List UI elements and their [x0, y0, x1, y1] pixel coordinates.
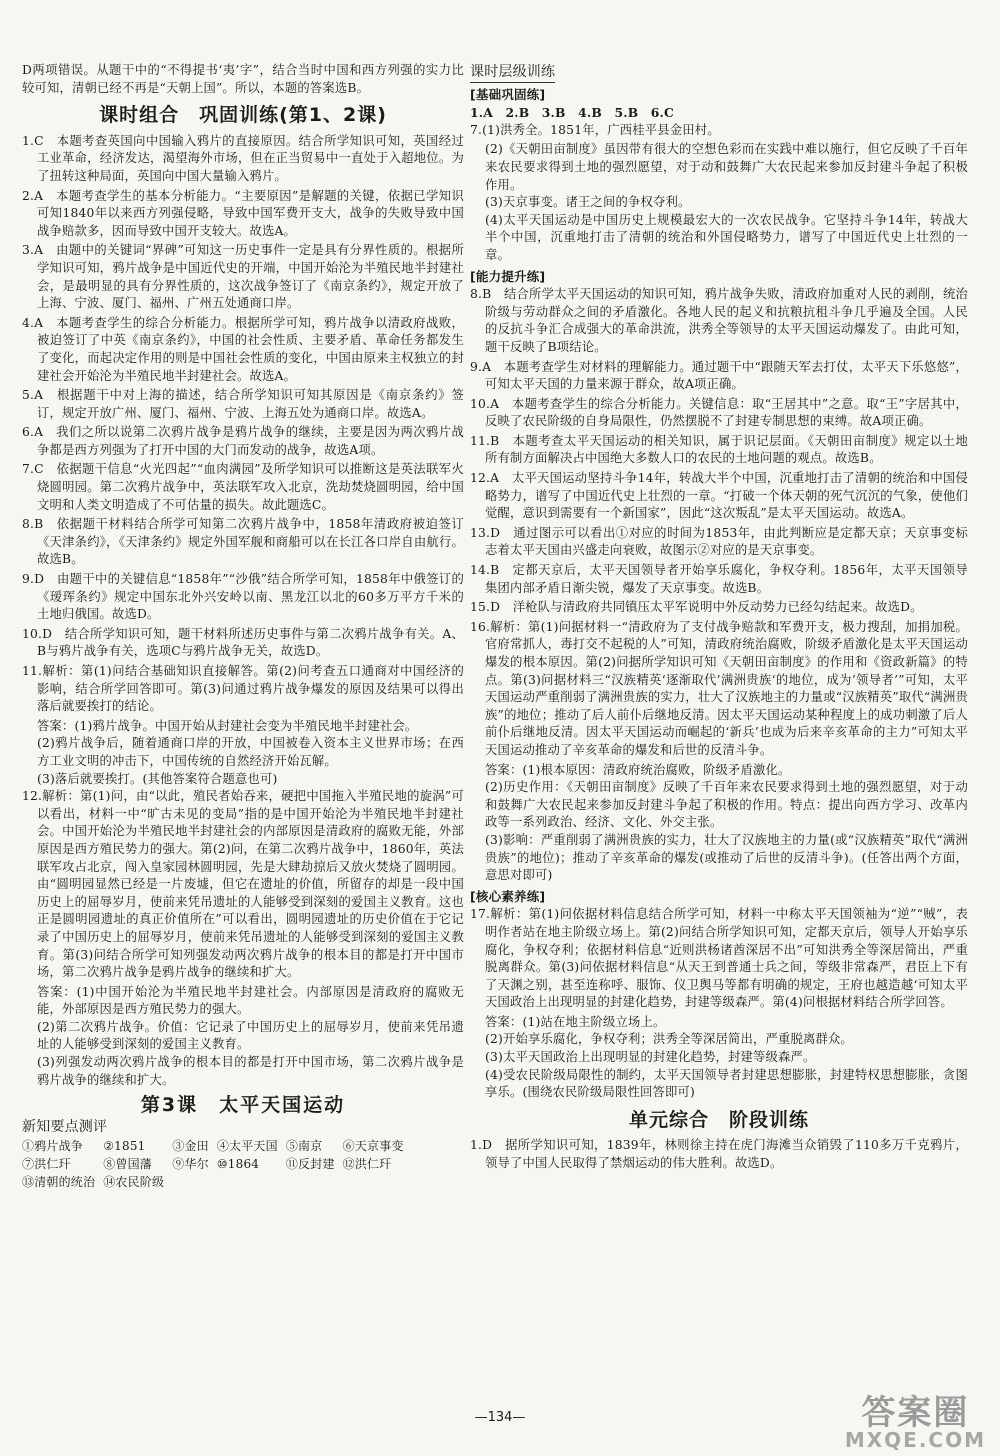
- blank-answer: ①鸦片战争: [22, 1139, 84, 1154]
- intro-paragraph: D两项错误。从题干中的“不得提书‘夷’字”，结合当时中国和西方列强的实力比较可知，清朝已经不再是“天朝上国”。所以，本题的答案选B。: [22, 63, 464, 95]
- blank-answer: ⑪反封建: [285, 1157, 335, 1172]
- answer-detail: (2)历史作用：《天朝田亩制度》反映了千百年来农民要求得到土地的强烈愿望，对于动和鼓舞广大农民起来参加反封建斗争起了积极的作用。特点：提出向西方学习、改革内政等一系列政治、经济、文化、外交主张。: [485, 780, 968, 830]
- answer-detail: (2)《天朝田亩制度》虽因带有很大的空想色彩而在实践中难以施行，但它反映了千百年来农民要求得到土地的强烈愿望，对于动和鼓舞广大农民起来参加反封建斗争起了积极作用。: [485, 142, 968, 192]
- answer-item: 10.A 本题考查学生的综合分析能力。关键信息：取“王居其中”之意。取“王”字居其中，反映了农民阶级的自身局限性，仍然摆脱不了封建专制思想的束缚。故A项正确。: [470, 396, 968, 429]
- blank-answer: ⑬清朝的统治: [22, 1174, 96, 1189]
- page-number: —134—: [474, 1410, 526, 1425]
- answer-detail: (3)列强发动两次鸦片战争的根本目的都是打开中国市场，第二次鸦片战争是鸦片战争的继续和扩大。: [37, 1055, 464, 1087]
- answer-item: 8.B 依据题干材料结合所学可知第二次鸦片战争中，1858年清政府被迫签订《天津条约》，《天津条约》规定外国军舰和商船可以在长江各口岸自由航行。故选B。: [22, 517, 464, 567]
- answer-detail: (2)鸦片战争后，随着通商口岸的开放，中国被卷入资本主义世界市场；在西方工业文明的冲击下，中国传统的自然经济开始瓦解。: [37, 736, 464, 768]
- basic-answers: 1.A 2.B 3.B 4.B 5.B 6.C: [470, 105, 675, 121]
- answer-item: 11.B 本题考查太平天国运动的相关知识，属于识记层面。《天朝田亩制度》规定以土地所有制方面解决占中国绝大多数人口的农民的土地问题的观点。故选B。: [470, 433, 968, 466]
- section-title-consolidation: 课时组合 巩固训练(第1、2课): [99, 104, 387, 127]
- answer-detail: (2)开始享乐腐化，争权夺利；洪秀全等深居简出，严重脱离群众。: [485, 1032, 853, 1047]
- answer-detail: (2)第二次鸦片战争。价值：它记录了中国历史上的屈辱岁月，使前来凭吊遗址的人能够受到深刻的爱国主义教育。: [37, 1019, 464, 1052]
- core-tag: [核心素养练]: [470, 888, 546, 904]
- answer-item: 16.解析：第(1)问据材料一“清政府为了支付战争赔款和军费开支，极力搜刮，加捐加税。官府常抓人，毒打交不起税的人”可知，清政府统治腐败，阶级矛盾激化是太平天国运动爆发的根本原因。第(2)问据所学知识可知《天朝田亩制度》的作用和《资政新篇》的特点。第(3)问据材料三“汉族精英‘逐渐取代’满洲贵族‘的地位，成为’领导者’”可知，太平天国运动严重削弱了满洲贵族的实力，壮大了汉族地主的力量或“汉族精英”取代“满洲贵族”的地位；推动了后人前仆后继地反清。因太平天国运动某种程度上的成功刺激了后人前仆后继地反清。因太平天国运动而崛起的‘新兵’也成为后来辛亥革命的主力”可知太平天国运动推动了辛亥革命的爆发和后世的反清斗争。: [470, 619, 968, 757]
- blank-answer: ⑥天京事变: [342, 1139, 404, 1154]
- answer-detail: 答案：(1)鸦片战争。中国开始从封建社会变为半殖民地半封建社会。: [37, 718, 418, 733]
- answer-detail: (3)影响：严重削弱了满洲贵族的实力，壮大了汉族地主的力量(或“汉族精英”取代“满洲贵族”的地位)；推动了辛亥革命的爆发(或推动了后世的反清斗争)。(任答出两个方面，意思对即可): [485, 832, 968, 883]
- blank-answer: ⑭农民阶级: [103, 1174, 165, 1189]
- answer-item: 14.B 定都天京后，太平天国领导者开始享乐腐化，争权夺利。1856年，太平天国领导集团内部矛盾日渐尖锐，爆发了天京事变。故选B。: [470, 563, 968, 595]
- answer-item: 10.D 结合所学知识可知，题干材料所述历史事件与第二次鸦片战争有关。A、B与鸦片战争有关，选项C与鸦片战争无关，故选D。: [22, 626, 464, 659]
- blank-answer: ⑫洪仁玕: [342, 1157, 392, 1172]
- answer-item: 9.A 本题考查学生对材料的理解能力。通过题干中“跟随天军去打仗，太平天下乐悠悠”，可知太平天国的力量来源于群众，故A项正确。: [470, 359, 968, 392]
- blank-answer: ⑨华尔: [172, 1157, 209, 1172]
- answer-item: 7.(1)洪秀全。1851年，广西桂平县金田村。: [470, 122, 720, 137]
- answer-item: 11.解析：第(1)问结合基础知识直接解答。第(2)问考查五口通商对中国经济的影响，结合所学回答即可。第(3)问通过鸦片战争爆发的原因及结果可以得出落后就要挨打的结论。: [22, 664, 464, 714]
- answer-detail: (3)太平天国政治上出现明显的封建化趋势，封建等级森严。: [485, 1050, 816, 1065]
- right-header: 课时层级训练: [470, 64, 555, 83]
- answer-item: 6.A 我们之所以说第二次鸦片战争是鸦片战争的继续，主要是因为两次鸦片战争都是西方列强为了打开中国的大门而发动的战争，故选A项。: [22, 425, 464, 457]
- answer-item: 5.A 根据题干中对上海的描述，结合所学知识可知其原因是《南京条约》签订，规定开放广州、厦门、福州、宁波、上海五处为通商口岸。故选A。: [22, 388, 464, 420]
- answer-item: 15.D 洋枪队与清政府共同镇压太平军说明中外反动势力已经勾结起来。故选D。: [470, 600, 923, 615]
- blank-answer: ②1851: [103, 1139, 146, 1154]
- blank-answer: ⑩1864: [216, 1157, 260, 1172]
- blank-answer: ④太平天国: [216, 1139, 278, 1154]
- left-items: [22, 133, 464, 1089]
- ability-tag: [能力提升练]: [470, 268, 546, 284]
- section-title-unit: 单元综合 阶段训练: [628, 1108, 809, 1131]
- answer-item: 3.A 由题中的关键词“界碑”可知这一历史事件一定是具有分界性质的。根据所学知识可知，鸦片战争是中国近代史的开端，中国开始沦为半殖民地半封建社会，是最明显的具有分界性质的，这次战争签订了《南京条约》，规定开放了上海、宁波、厦门、福州、广州五处通商口岸。: [22, 243, 464, 311]
- watermark-bottom: MXQE.COM: [844, 1428, 986, 1452]
- answer-item: 1.D 据所学知识可知，1839年，林则徐主持在虎门海滩当众销毁了110多万千克鸦片，领导了中国人民取得了禁烟运动的伟大胜利。故选D。: [470, 1138, 968, 1171]
- watermark-logo: [844, 1393, 986, 1452]
- answer-detail: 答案：(1)站在地主阶级立场上。: [485, 1014, 666, 1029]
- lesson-3-subtitle: 新知要点测评: [22, 1118, 108, 1135]
- watermark-top: 答案圈: [861, 1393, 970, 1433]
- answer-item: 7.C 依据题干信息“火光四起”“血肉满园”及所学知识可以推断这是英法联军火烧圆明园。第二次鸦片战争中，英法联军攻入北京，洗劫焚烧圆明园，给中国文明和人类文明造成了不可估量的损失。故此题选C。: [22, 462, 464, 512]
- left-column: [22, 62, 464, 1193]
- answer-detail: (3)落后就要挨打。(其他答案符合题意也可): [37, 771, 278, 786]
- answer-detail: 答案：(1)中国开始沦为半殖民地半封建社会。内部原因是清政府的腐败无能，外部原因是西方殖民势力的强大。: [37, 984, 464, 1017]
- answer-item: 12.A 太平天国运动坚持斗争14年，转战大半个中国，沉重地打击了清朝的统治和中国侵略势力，谱写了中国近代史上壮烈的一章。“打破一个体天朝的死气沉沉的气象，使他们觉醒，意识到需要有一个新国家”，因此“这次叛乱”是太平天国运动。故选A。: [470, 471, 968, 521]
- answer-detail: (4)太平天国运动是中国历史上规模最宏大的一次农民战争。它坚持斗争14年，转战大半个中国，沉重地打击了清朝的统治和外国侵略势力，谱写了中国近代史上壮烈的一章。: [485, 212, 968, 262]
- answer-item: 1.C 本题考查英国向中国输入鸦片的直接原因。结合所学知识可知，英国经过工业革命，经济发达，渴望海外市场，但在正当贸易中一直处于入超地位。为了扭转这种局面，英国向中国大量输入鸦片。: [22, 133, 464, 183]
- blank-answer: ⑧曾国藩: [103, 1157, 153, 1172]
- blank-answer: ③金田: [172, 1139, 209, 1154]
- fill-blank-answers: [22, 1138, 464, 1191]
- answer-detail: (4)受农民阶级局限性的制约，太平天国领导者封建思想膨胀，封建特权思想膨胀，贪图享乐。(围绕农民阶级局限性回答即可): [485, 1067, 968, 1100]
- answer-item: 12.解析：第(1)问，由“以此，殖民者始吞来，硬把中国拖入半殖民地的旋涡”可以看出，材料一中“旷古未见的变局”指的是中国开始沦为半殖民地半封建社会。中国开始沦为半殖民地半封建社会的内部原因是清政府的腐败无能，外部原因是西方殖民势力的强大。第(2)问，在第二次鸦片战争中，1860年，英法联军攻占北京，闯入皇家园林圆明园，先是大肆劫掠后又放火焚烧了圆明园。由“圆明园显然已经是一片废墟，但它在遗址的价值，所留存的却是一段中国历史上的屈辱岁月，使前来凭吊遗址的人能够受到深刻的爱国主义教育。这也正是圆明园遗址的真正价值所在”可以看出，圆明园遗址的历史价值在于它记录了中国历史上的屈辱岁月，使前来凭吊遗址的人能够受到深刻的爱国主义教育。第(3)问结合所学可知列强发动两次鸦片战争的根本目的都是打开中国市场，第二次鸦片战争是鸦片战争的继续和扩大。: [22, 789, 464, 980]
- answer-item: 4.A 本题考查学生的综合分析能力。根据所学可知，鸦片战争以清政府战败，被迫签订了中英《南京条约》，中国的社会性质、主要矛盾、革命任务都发生了变化，而起决定作用的则是中国社会性质的变化，中国由原来主权独立的封建社会开始沦为半殖民地半封建社会。故选A。: [22, 315, 464, 383]
- answer-item: 9.D 由题干中的关键信息“1858年”“沙俄”结合所学可知，1858年中俄签订的《瑷珲条约》规定中国东北外兴安岭以南、黑龙江以北的60多万平方千米的土地归俄国。故选D。: [22, 572, 464, 622]
- lesson-3-title: 第3课 太平天国运动: [140, 1094, 346, 1117]
- answer-item: 13.D 通过图示可以看出①对应的时间为1853年，由此判断应是定都天京；天京事变标志着太平天国由兴盛走向衰败，故图示②对应的是天京事变。: [470, 525, 968, 558]
- answer-item: 2.A 本题考查学生的基本分析能力。“主要原因”是解题的关键，依据已学知识可知1840年以来西方列强侵略，导致中国军费开支大，战争的失败导致中国战争赔款多，因而导致中国开支较大。故选A。: [22, 188, 464, 238]
- answer-item: 17.解析：第(1)问依据材料信息结合所学可知，材料一中称太平天国领袖为“逆”“贼”，表明作者站在地主阶级立场上。第(2)问结合所学知识可知，定都天京后，领导人开始享乐腐化，争权夺利；依据材料信息“近则洪杨诸酋深居不出”可知洪秀全等深居简出，严重脱离群众。第(3)问依据材料信息“从天王到普通士兵之间，等级非常森严，君臣上下有了天渊之别，甚至连称呼、服饰、仪卫舆马等都有明确的规定，王府也越造越‘可知太平天国政治上出现明显的封建化趋势，封建等级森严。第(4)问根据材料结合所学回答。: [470, 907, 968, 1010]
- blank-answer: ⑦洪仁玕: [22, 1157, 71, 1172]
- blank-answer: ⑤南京: [285, 1139, 323, 1154]
- answer-item: 8.B 结合所学太平天国运动的知识可知，鸦片战争失败，清政府加重对人民的剥削，统治阶级与劳动群众之间的矛盾激化。各地人民的起义和抗粮抗租斗争几乎遍及全国。人民的反抗斗争汇合成强大的革命洪流，洪秀全等领导的太平天国运动爆发了。由此可知，题干反映了B项结论。: [470, 287, 968, 354]
- answer-detail: (3)天京事变。诸王之间的争权夺利。: [485, 195, 691, 210]
- right-column: [470, 62, 968, 1175]
- basic-tag: [基础巩固练]: [470, 86, 546, 102]
- answer-detail: 答案：(1)根本原因：清政府统治腐败，阶级矛盾激化。: [485, 762, 791, 777]
